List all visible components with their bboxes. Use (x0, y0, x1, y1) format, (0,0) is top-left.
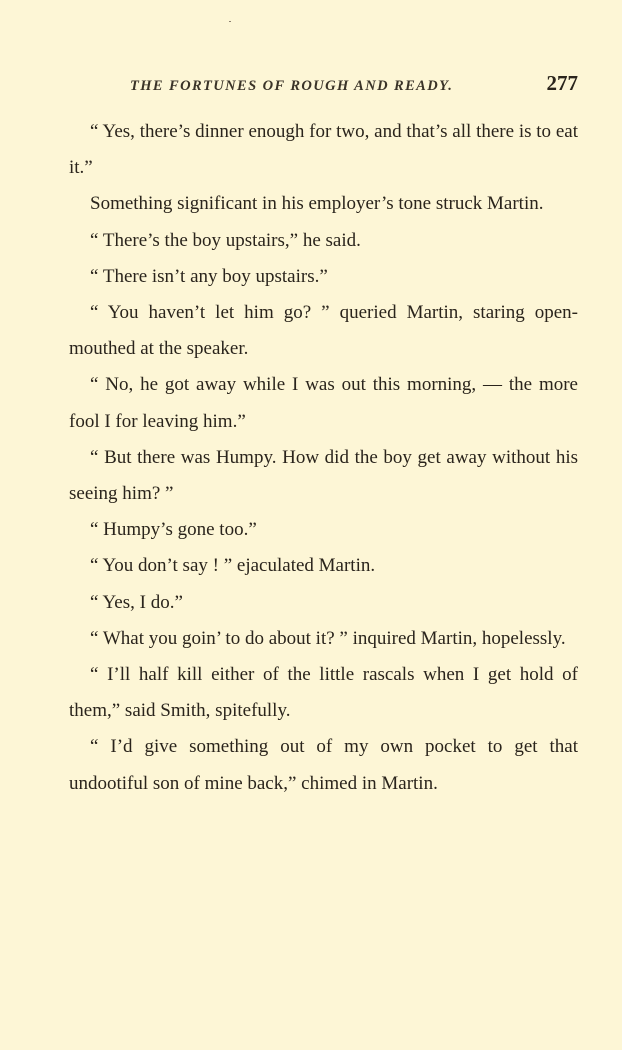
running-head: THE FORTUNES OF ROUGH AND READY. (130, 78, 454, 94)
paragraph: “ Humpy’s gone too.” (90, 519, 257, 541)
paragraph: “ You don’t say ! ” ejaculated Martin. (90, 555, 376, 577)
paragraph: Something significant in his employer’s tone struck Martin. (90, 193, 544, 215)
paper-speck (229, 21, 231, 22)
paragraph: “ I’ll half kill either of the little rascals when I get hold of them,” said Smith, spitefully. (69, 664, 578, 722)
paragraph: “ What you goin’ to do about it? ” inquired Martin, hopelessly. (90, 627, 566, 649)
body-text (69, 114, 578, 802)
paragraph: “ You haven’t let him go? ” queried Martin, staring open-mouthed at the speaker. (69, 302, 578, 360)
paragraph: “ Yes, there’s dinner enough for two, and that’s all there is to eat it.” (69, 121, 578, 179)
paragraph: “ There’s the boy upstairs,” he said. (90, 229, 361, 251)
page-number: 277 (546, 71, 578, 95)
page-header (118, 71, 580, 101)
paragraph: “ No, he got away while I was out this morning, — the more fool I for leaving him.” (69, 374, 578, 432)
paragraph: “ Yes, I do.” (90, 591, 183, 613)
paragraph: “ I’d give something out of my own pocket to get that undootiful son of mine back,” chimed in Martin. (69, 736, 578, 794)
paragraph: “ But there was Humpy. How did the boy get away without his seeing him? ” (69, 446, 578, 505)
paragraph: “ There isn’t any boy upstairs.” (90, 265, 328, 287)
